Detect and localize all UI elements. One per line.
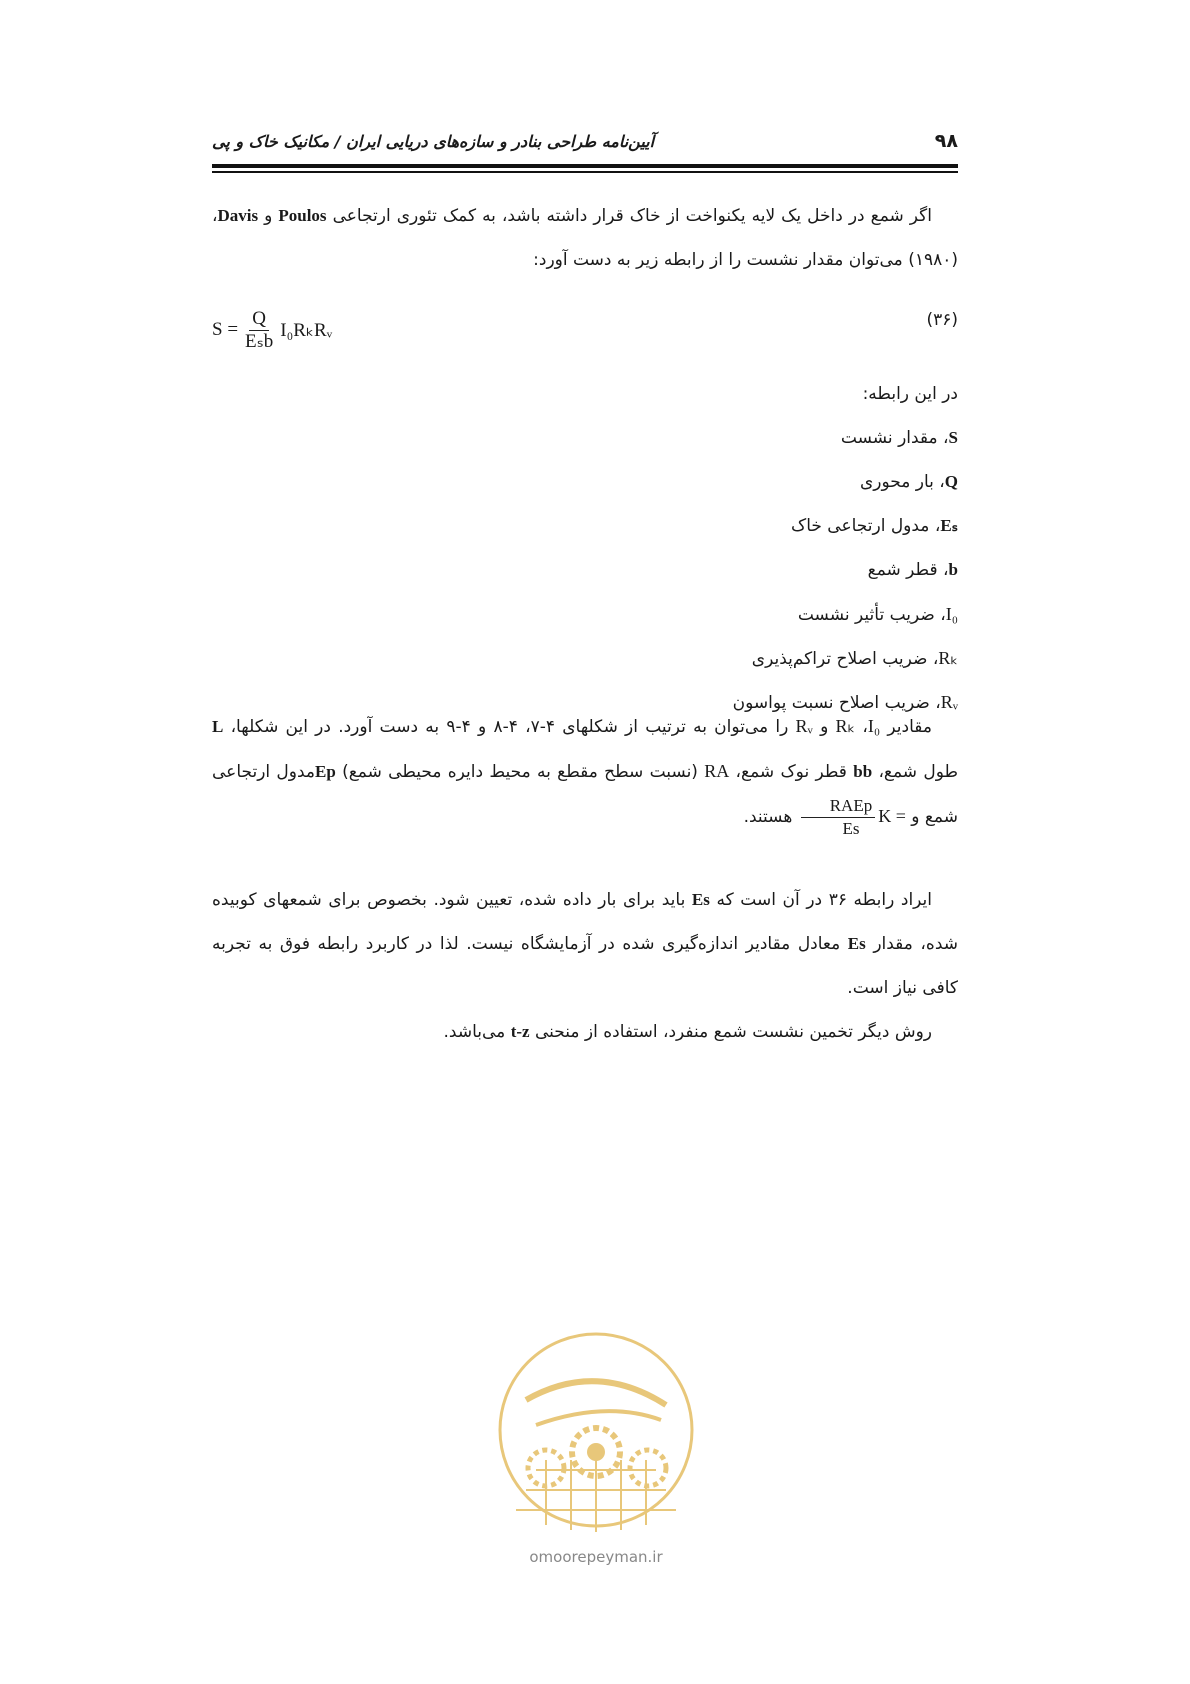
definitions-intro: در این رابطه: [862,384,958,404]
running-title: آیین‌نامه طراحی بنادر و سازه‌های دریایی ایران / مکانیک خاک و پی [212,132,655,151]
paragraph-limitation: ایراد رابطه ۳۶ در آن است که Es باید برای بار داده شده، تعیین شود. بخصوص برای شمعهای کوبیده شده، مقدار Es معادل مقادیر اندازه‌گیری شده در آزمایشگاه نیست. لذا در کاربرد رابطه فوق به تجربه کافی نیاز است. [212,890,958,998]
paragraph-intro: اگر شمع در داخل یک لایه یکنواخت از خاک قرار داشته باشد، به کمک تئوری ارتجاعی Poulos و Davis، (۱۹۸۰) می‌توان مقدار نشست را از رابطه زیر به دست آورد: [212,206,958,270]
definition-item: Rᵥ، ضریب اصلاح نسبت پواسون [732,692,958,713]
watermark-logo [486,1320,706,1550]
author-davis: Davis [217,206,259,225]
paragraph-coefficients: مقادیر I₀، Rₖ و Rᵥ را می‌توان به ترتیب از شکلهای ۴-۷، ۴-۸ و ۴-۹ به دست آورد. در این شکلها، L طول شمع، bb قطر نوک شمع، RA (نسبت سطح مقطع به محیط دایره محیطی شمع) Epمدول ارتجاعی شمع و K = $\frac{\text{RAEp}}{Es}$ هستند. [212,716,959,838]
definitions-list [212,372,958,724]
equation-number: (۳۶) [926,310,958,330]
author-poulos: Poulos [278,206,327,225]
settlement-formula [212,300,332,360]
formula-lhs: S = [212,319,239,340]
formula-rhs: I₀RₖRᵥ [280,319,333,341]
paragraph-tz: روش دیگر تخمین نشست شمع منفرد، استفاده از منحنی t-z می‌باشد. [443,1022,932,1042]
formula-fraction [242,308,276,353]
formula-denominator: Eₛb [245,330,274,352]
formula-numerator: Q [249,308,269,331]
definition-item: S، مقدار نشست [840,428,958,448]
definition-item: b، قطر شمع [867,560,958,580]
definition-item: Eₛ، مدول ارتجاعی خاک [790,516,958,536]
page-header [212,130,958,160]
definition-item: Rₖ، ضریب اصلاح تراکم‌پذیری [751,648,958,669]
header-rule-thin [212,171,958,173]
header-rule-thick [212,164,958,168]
definition-item: I₀، ضریب تأثیر نشست [797,604,958,625]
page-number: ۹۸ [934,130,958,152]
watermark-url: omoorepeyman.ir [529,1548,663,1566]
stiffness-ratio-fraction: $\frac{\text{RAEp}}{Es}$ [801,795,876,840]
equation-36 [212,300,958,360]
definition-item: Q، بار محوری [859,472,958,492]
